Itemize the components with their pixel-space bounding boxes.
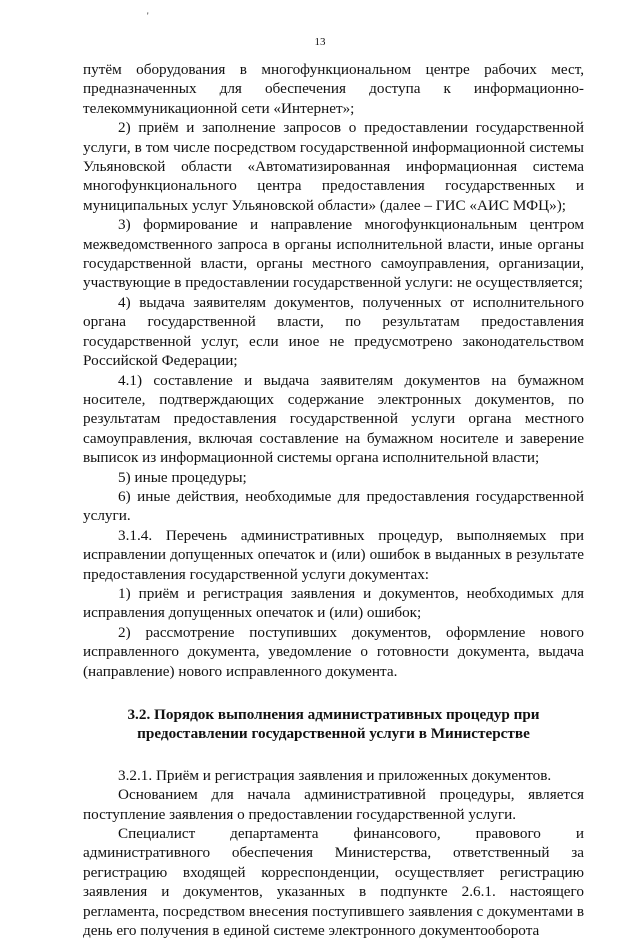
clause-3-2-1: 3.2.1. Приём и регистрация заявления и приложенных документов. (118, 766, 552, 784)
list-item-4: 4) выдача заявителям документов, полученных от исполнительного органа государственной власти, по результатам предоставления государственной услуг, если иное не предусмотрено законодательством Российской Федерации; (83, 293, 584, 370)
list-item-3: 3) формирование и направление многофункциональным центром межведомственного запроса в органы исполнительной власти, иные органы государственной власти, органы местного самоуправления, организации, участвующие в предоставлении государственной услуги: не осуществляется; (83, 216, 584, 292)
clause-3-1-4-item-1: 1) приём и регистрация заявления и документов, необходимых для исправления допущенных опечаток и (или) ошибок; (83, 584, 584, 622)
clause-3-1-4-item-2: 2) рассмотрение поступивших документов, оформление нового исправленного документа, уведомление о готовности документа, выдача (направление) нового исправленного документа. (83, 623, 584, 680)
page-number: 13 (314, 36, 326, 48)
paragraph-specialist: Специалист департамента финансового, правового и административного обеспечения Министерства, ответственный за регистрацию входящей корреспонденции, осуществляет регистрацию заявления и документов, указанных в подпункте 2.6.1. настоящего регламента, посредством внесения поступившего заявления с документами в день его получения в единой системе электронного документооборота (83, 825, 584, 940)
section-heading-line-2: предоставлении государственной услуги в Министерстве (137, 725, 530, 743)
list-item-6: 6) иные действия, необходимые для предоставления государственной услуги. (83, 487, 584, 525)
paragraph-basis: Основанием для начала административной процедуры, является поступление заявления о предоставлении государственной услуги. (83, 786, 584, 823)
section-heading-line-1: 3.2. Порядок выполнения административных процедур при (127, 706, 540, 723)
list-item-4-1: 4.1) составление и выдача заявителям документов на бумажном носителе, подтверждающих содержание электронных документов, по результатам предоставления государственной услуги органа местного самоуправления, включая составление на бумажном носителе и заверение выписок из информационной системы органа исполнительной власти; (83, 371, 584, 467)
document-body (83, 60, 584, 940)
section-heading (83, 705, 584, 744)
list-item-5: 5) иные процедуры; (118, 468, 247, 486)
list-item-2: 2) приём и заполнение запросов о предоставлении государственной услуги, в том числе посредством государственной информационной системы Ульяновской области «Автоматизированная информационная система многофункционального центра предоставления государственных и муниципальных услуг Ульяновской области» (далее – ГИС «АИС МФЦ»); (83, 119, 584, 214)
clause-3-1-4: 3.1.4. Перечень административных процедур, выполняемых при исправлении допущенных опечаток и (или) ошибок в выданных в результате предоставления государственной услуги документах: (83, 526, 584, 583)
top-mark: ' (147, 11, 149, 21)
paragraph-continuation: путём оборудования в многофункциональном центре рабочих мест, предназначенных для обеспечения доступа к информационно-телекоммуникационной сети «Интернет»; (83, 61, 584, 117)
